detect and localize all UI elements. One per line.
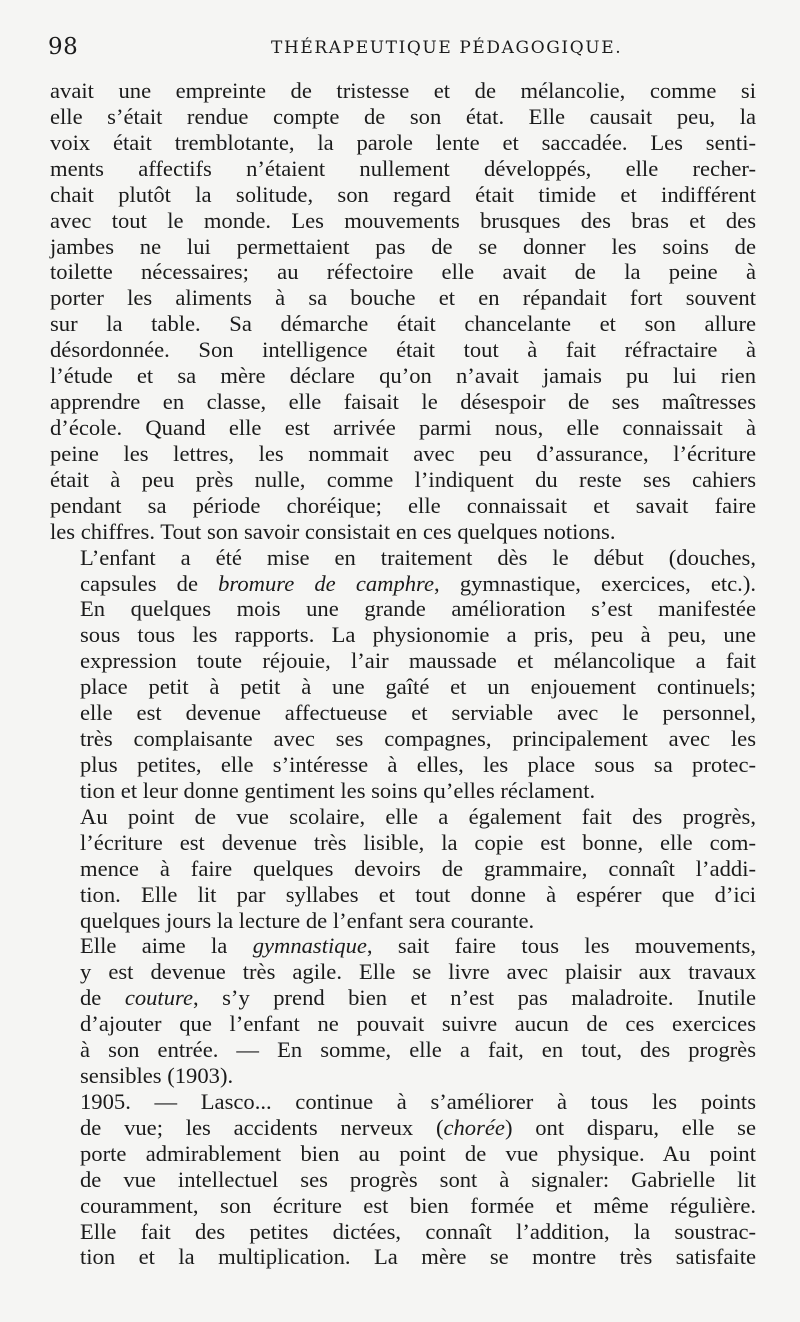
text-line: y est devenue très agile. Elle se livre avec plaisir aux travaux: [80, 959, 756, 985]
text-line: Elle fait des petites dictées, connaît l’addition, la soustrac-: [80, 1218, 756, 1244]
text-line: d’ajouter que l’enfant ne pouvait suivre aucun de ces exercices: [80, 1011, 756, 1037]
paragraph: [50, 1089, 756, 1270]
text-line: les chiffres. Tout son savoir consistait en ces quelques notions.: [50, 518, 616, 544]
italic-term: bromure de camphre: [218, 570, 435, 596]
text-line: toilette nécessaires; au réfectoire elle avait de la peine à: [50, 259, 756, 285]
text-line: à son entrée. — En somme, elle a fait, en tout, des progrès: [80, 1037, 756, 1063]
text-line: elle s’était rendue compte de son état. Elle causait peu, la: [50, 103, 756, 129]
text-line: de vue; les accidents nerveux (chorée) ont disparu, elle se: [80, 1114, 756, 1140]
text-line: apprendre en classe, elle faisait le désespoir de ses maîtresses: [50, 389, 756, 415]
text-line: d’école. Quand elle est arrivée parmi nous, elle connaissait à: [50, 414, 756, 440]
paragraph: [50, 933, 756, 1089]
text-line: sur la table. Sa démarche était chancelante et son allure: [50, 311, 756, 337]
page-header: [48, 30, 758, 66]
page-number: 98: [48, 34, 79, 60]
text-line: l’étude et sa mère déclare qu’on n’avait jamais pu lui rien: [50, 363, 756, 389]
text-line: l’écriture est devenue très lisible, la copie est bonne, elle com-: [80, 829, 756, 855]
text-line: 1905. — Lasco... continue à s’améliorer à tous les points: [80, 1088, 756, 1114]
text-line: sous tous les rapports. La physionomie a pris, peu à peu, une: [80, 622, 756, 648]
text-line: L’enfant a été mise en traitement dès le début (douches,: [80, 544, 756, 570]
paragraph: [50, 545, 756, 804]
text-line: de vue intellectuel ses progrès sont à signaler: Gabrielle lit: [80, 1166, 756, 1192]
text-line: sensibles (1903).: [80, 1063, 234, 1089]
text-line: porte admirablement bien au point de vue physique. Au point: [80, 1140, 756, 1166]
text-line: jambes ne lui permettaient pas de se donner les soins de: [50, 233, 756, 259]
text-line: elle est devenue affectueuse et serviable avec le personnel,: [80, 700, 756, 726]
text-line: peine les lettres, les nommait avec peu d’assurance, l’écriture: [50, 440, 756, 466]
paragraph: [50, 78, 756, 545]
text-line: En quelques mois une grande amélioration s’est manifestée: [80, 596, 756, 622]
text-line: voix était tremblotante, la parole lente et saccadée. Les senti-: [50, 129, 756, 155]
text-line: désordonnée. Son intelligence était tout à fait réfractaire à: [50, 337, 756, 363]
text-line: expression toute réjouie, l’air maussade et mélancolique a fait: [80, 648, 756, 674]
paragraph: [50, 804, 756, 934]
italic-term: chorée: [443, 1114, 505, 1140]
italic-term: gymnastique: [252, 933, 367, 959]
text-line: capsules de bromure de camphre, gymnastique, exercices, etc.).: [80, 570, 756, 596]
text-line: très complaisante avec ses compagnes, principalement avec les: [80, 726, 756, 752]
text-line: couramment, son écriture est bien formée et même régulière.: [80, 1192, 756, 1218]
text-line: mence à faire quelques devoirs de grammaire, connaît l’addi-: [80, 855, 756, 881]
text-line: pendant sa période choréique; elle connaissait et savait faire: [50, 492, 756, 518]
text-line: avec tout le monde. Les mouvements brusques des bras et des: [50, 207, 756, 233]
text-line: Elle aime la gymnastique, sait faire tous les mouvements,: [80, 933, 756, 959]
running-title: THÉRAPEUTIQUE PÉDAGOGIQUE.: [271, 38, 623, 58]
text-line: avait une empreinte de tristesse et de mélancolie, comme si: [50, 78, 756, 103]
text-line: tion. Elle lit par syllabes et tout donne à espérer que d’ici: [80, 881, 756, 907]
text-line: chait plutôt la solitude, son regard était timide et indifférent: [50, 181, 756, 207]
text-line: plus petites, elle s’intéresse à elles, les place sous sa protec-: [80, 751, 756, 777]
text-line: de couture, s’y prend bien et n’est pas maladroite. Inutile: [80, 985, 756, 1011]
text-line: place petit à petit à une gaîté et un enjouement continuels;: [80, 674, 756, 700]
text-line: était à peu près nulle, comme l’indiquent du reste ses cahiers: [50, 466, 756, 492]
body-text: [50, 78, 756, 1270]
text-line: tion et leur donne gentiment les soins qu’elles réclament.: [80, 777, 596, 803]
italic-term: couture: [124, 985, 193, 1011]
text-line: quelques jours la lecture de l’enfant sera courante.: [80, 907, 535, 933]
text-line: porter les aliments à sa bouche et en répandait fort souvent: [50, 285, 756, 311]
text-line: ments affectifs n’étaient nullement développés, elle recher-: [50, 155, 756, 181]
text-line: Au point de vue scolaire, elle a également fait des progrès,: [80, 803, 756, 829]
text-line: tion et la multiplication. La mère se montre très satisfaite: [80, 1244, 756, 1270]
